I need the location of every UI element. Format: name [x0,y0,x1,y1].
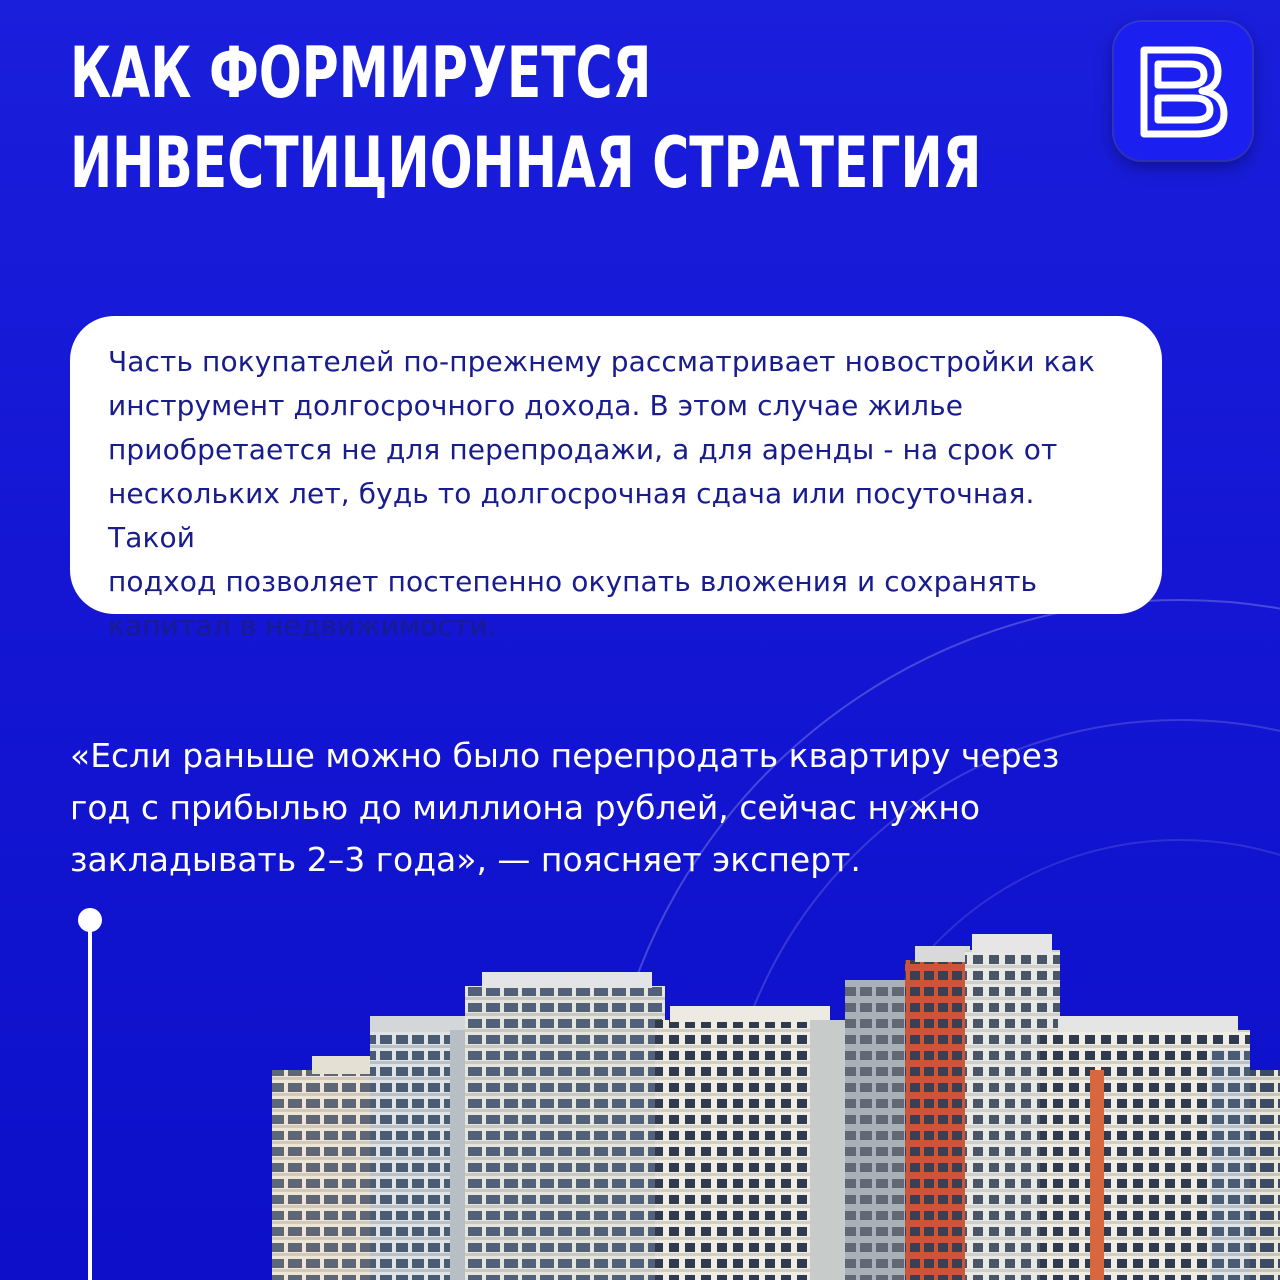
info-line: нескольких лет, будь то долгосрочная сдача или посуточная. Такой [108,477,1035,554]
info-line: подход позволяет постепенно окупать вложения и сохранять [108,565,1038,598]
quote-line: закладывать 2–3 года», — поясняет эксперт. [70,840,861,879]
info-line: приобретается не для перепродажи, а для аренды - на срок от [108,433,1058,466]
title-line-1: КАК ФОРМИРУЕТСЯ [70,32,652,114]
expert-quote [70,730,1180,886]
info-card [70,316,1162,642]
info-line: Часть покупателей по-прежнему рассматривает новостройки как [108,345,1095,378]
timeline-decoration [78,908,102,1280]
info-line: инструмент долгосрочного дохода. В этом случае жилье [108,389,964,422]
building [1250,1070,1280,1280]
info-line: капитал в недвижимости. [108,609,497,642]
timeline-line [88,928,92,1280]
apartment-buildings-illustration [250,920,1280,1280]
page-title [70,28,981,208]
info-card-text [108,340,1126,648]
building [905,960,967,1280]
brand-b-logo-icon [1114,22,1252,160]
brand-logo [1114,22,1252,160]
quote-line: год с прибылью до миллиона рублей, сейчас нужно [70,788,981,827]
quote-line: «Если раньше можно было перепродать квартиру через [70,736,1060,775]
title-line-2: ИНВЕСТИЦИОННАЯ СТРАТЕГИЯ [70,122,982,204]
